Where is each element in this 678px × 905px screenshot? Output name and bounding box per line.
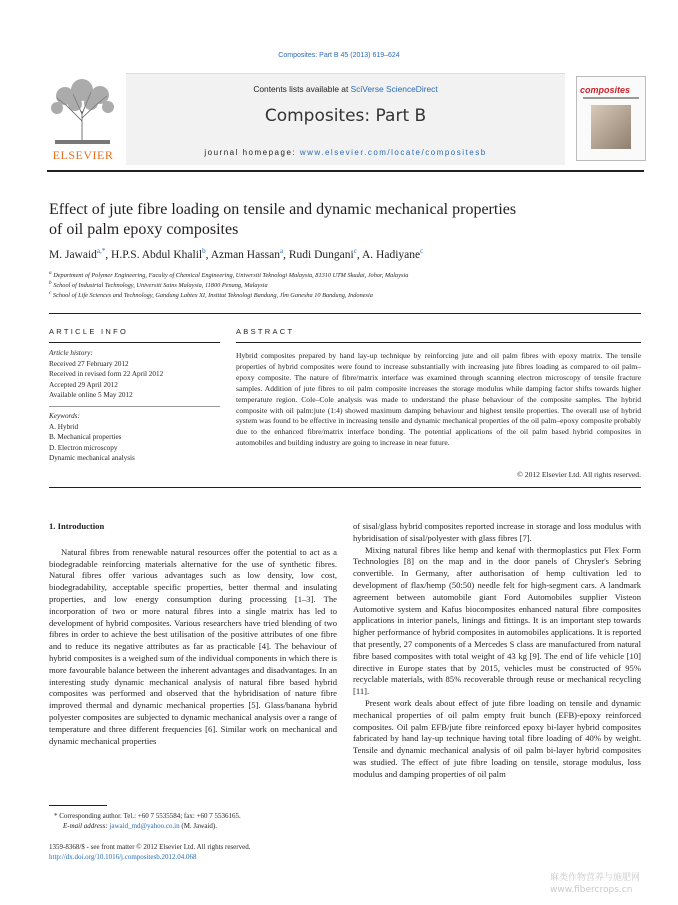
journal-reference[interactable]: Composites: Part B 45 (2013) 619–624 bbox=[278, 52, 400, 59]
keyword: Dynamic mechanical analysis bbox=[49, 454, 135, 462]
article-info-heading: ARTICLE INFO bbox=[49, 327, 129, 336]
history-item: Received in revised form 22 April 2012 bbox=[49, 370, 164, 378]
affil-sup: a bbox=[49, 270, 52, 276]
watermark-line-1: 麻类作物营养与施肥网 bbox=[550, 873, 641, 883]
contents-line bbox=[126, 84, 565, 94]
email-link[interactable]: jawaid_md@yahoo.co.in bbox=[109, 822, 180, 830]
footnote-rule bbox=[49, 805, 107, 806]
affil-text: School of Industrial Technology, Universiti Sains Malaysia, 11800 Penang, Malaysia bbox=[53, 282, 268, 290]
affiliation-rule bbox=[49, 313, 641, 314]
abstract-text: Hybrid composites prepared by hand lay-up technique by reinforcing jute and oil palm fibres with epoxy matrix. The tensile properties of hybrid composites were found to increase substantially with increasing jute fibres loading as compared to oil palm–epoxy composite. The nature of fibre/matrix interface was examined through scanning electron microscopy of tensile fracture samples. Addition of jute fibres to oil palm composite increases the storage modulus while damping factor shifts towards higher temperature region. Cole–Cole analysis was made to understand the phase behaviour of the composite samples. The hybrid composite with oil palm:jute (1:4) showed maximum damping behaviour and highest tensile properties. The overall use of hybrid system was found to be effective in increasing tensile and dynamic mechanical properties of the oil palm–epoxy composite probably due to the enhanced fibre/matrix interface bonding. The potential applications of the oil palm based hybrid composites in automobiles and building industry are going to increase in near future. bbox=[236, 351, 641, 448]
keyword: B. Mechanical properties bbox=[49, 433, 122, 441]
journal-homepage bbox=[126, 148, 565, 157]
keyword: A. Hybrid bbox=[49, 422, 79, 431]
author[interactable]: A. Hadiyane bbox=[361, 248, 421, 261]
affiliation bbox=[49, 280, 639, 289]
page-footer bbox=[49, 842, 369, 862]
left-column bbox=[49, 521, 337, 747]
intro-paragraph: Natural fibres from renewable natural resources offer the potential to act as a biodegradable reinforcing materials alternative for the use of synthetic fibres. Natural fibres offer various advantages such as low density, low cost, biodegradability, acceptable specific properties, better thermal and insulating properties, and low energy consumption during processing [1–3]. The incorporation of two or more natural fibres into a single matrix has led to development of hybrid composites. Various researchers have tried blending of two fibres in order to achieve the best utilisation of the positive attributes of one fibre and to reduce its negative attributes as far as practicable [4]. The behaviour of hybrid composites is a weighed sum of the individual components in which there is more favourable balance between the inherent advantages and disadvantages. In an interesting study dynamic mechanical analysis of natural fibre based hybrid composites was performed and observed that the hybridisation of nature fibre improved thermal and dynamic mechanical properties [5]. Glass/banana hybrid polyester composites are subjected to dynamic mechanical analysis over a range of temperature and three different frequencies [6]. Similar work on mechanical and dynamic mechanical properties bbox=[49, 546, 337, 746]
article-history bbox=[49, 348, 219, 401]
sciencedirect-link[interactable]: SciVerse ScienceDirect bbox=[350, 84, 438, 94]
history-item: Accepted 29 April 2012 bbox=[49, 380, 118, 389]
author[interactable]: M. Jawaid bbox=[49, 248, 97, 261]
keyword: D. Electron microscopy bbox=[49, 443, 118, 452]
homepage-link[interactable]: www.elsevier.com/locate/compositesb bbox=[299, 148, 487, 157]
abstract-bottom-rule bbox=[49, 487, 641, 488]
history-label: Article history: bbox=[49, 349, 93, 357]
email-label: E-mail address: bbox=[63, 822, 110, 830]
body-paragraph: of sisal/glass hybrid composites reported increase in storage and loss modulus with hybridisation of sisal/polyester with glass fibres [7]. bbox=[353, 521, 641, 543]
author-affil-sup[interactable]: b bbox=[202, 247, 206, 255]
email-suffix: (M. Jawaid). bbox=[179, 822, 217, 830]
author-affil-sup[interactable]: a bbox=[280, 247, 284, 255]
affil-text: Department of Polymer Engineering, Faculty of Chemical Engineering, Universiti Teknologi Malaysia, 81310 UTM Skudai, Johor, Malaysia bbox=[53, 272, 409, 280]
author-affil-sup[interactable]: c bbox=[420, 247, 424, 255]
affil-sup: b bbox=[49, 280, 52, 286]
author[interactable]: Azman Hassan bbox=[210, 248, 281, 261]
article-info-rule bbox=[49, 342, 220, 343]
keywords bbox=[49, 411, 219, 464]
section-heading-introduction: 1. Introduction bbox=[49, 521, 105, 531]
history-item: Received 27 February 2012 bbox=[49, 359, 129, 368]
journal-title: Composites: Part B bbox=[264, 106, 427, 126]
abstract-rule bbox=[236, 342, 641, 343]
site-watermark bbox=[550, 872, 640, 896]
header-rule bbox=[47, 170, 644, 172]
corresponding-author: * Corresponding author. Tel.: +60 7 5535584; fax: +60 7 5536165. bbox=[54, 812, 241, 820]
affil-text: School of Life Sciences and Technology, Gandung Labtex XI, Institut Teknologi Bandung, Jlm Ganesha 10 Bandung, Indonesia bbox=[52, 292, 373, 300]
affil-sup: c bbox=[49, 290, 52, 296]
author-affil-sup[interactable]: a,* bbox=[96, 247, 106, 255]
right-column bbox=[353, 521, 641, 781]
doi-link[interactable]: http://dx.doi.org/10.1016/j.compositesb.2012.04.068 bbox=[49, 853, 197, 861]
article-title bbox=[49, 200, 609, 240]
author[interactable]: H.P.S. Abdul Khalil bbox=[111, 248, 203, 261]
keywords-rule bbox=[49, 406, 220, 407]
author-list: M. Jawaid$^{a,*}$, H.P.S. Abdul Khalil$^b$, Azman Hassan$^a$, Rudi Dungani$^c$, A. Hadiyane$^c$ bbox=[49, 247, 424, 261]
cover-image bbox=[591, 105, 631, 149]
abstract-copyright: © 2012 Elsevier Ltd. All rights reserved. bbox=[517, 470, 641, 479]
body-paragraph: Mixing natural fibres like hemp and kenaf with thermoplastics put Flex Form Technologies [8] on the map and in the door panels of Chrysler's Sebring convertible. In Germany, after authorisation of hemp cultivation led to development of flax/hemp (50:50) needle felt for high-segment cars. A landmark agreement between automobile giant Ford Automobiles supplier Visteon Automotive system and Kafus biocomposites enhanced natural fibre composites applications in interior panels, linings and fittings. It is an important step towards higher performance of hybrid composites in automobiles applications. It is reported that presently, 27 components of a Mercedes S class are manufactured from natural fibre based composites with total weight of 43 kg [9]. The end of life vehicle [10] directive in Europe states that by 2015, vehicles must be constructed of 95% recyclable materials, with 85% recoverable through reuse or mechanical recycling [11]. bbox=[353, 544, 641, 697]
author-affil-sup[interactable]: c bbox=[353, 247, 357, 255]
watermark-line-2: www.fibercrops.cn bbox=[550, 885, 633, 895]
history-item: Available online 5 May 2012 bbox=[49, 391, 133, 399]
cover-rule bbox=[583, 97, 639, 99]
affiliation bbox=[49, 290, 639, 299]
article-title-line-2: of oil palm epoxy composites bbox=[49, 221, 239, 238]
affiliation bbox=[49, 270, 639, 279]
cover-title: composites bbox=[580, 85, 631, 95]
article-title-line-1: Effect of jute fibre loading on tensile and dynamic mechanical properties bbox=[49, 201, 517, 218]
author[interactable]: Rudi Dungani bbox=[288, 248, 354, 261]
elsevier-wordmark: ELSEVIER bbox=[52, 148, 114, 162]
homepage-prefix: journal homepage: bbox=[204, 148, 300, 157]
footnote bbox=[54, 811, 339, 831]
issn-line: 1359-8368/$ - see front matter © 2012 Elsevier Ltd. All rights reserved. bbox=[49, 843, 251, 851]
keywords-label: Keywords: bbox=[49, 412, 80, 420]
journal-cover-thumbnail bbox=[576, 76, 646, 161]
body-paragraph: Present work deals about effect of jute fibre loading on tensile and dynamic mechanical properties of oil palm empty fruit bunch (EFB)-epoxy reinforced composites. Oil palm EFB/jute fibre reinforced epoxy bi-layer hybrid composites fabricated by hand lay-up technique having total fibre loading of 40% by weight. Tensile and dynamic mechanical analysis of oil palm bi-layer hybrid composites was studied. The effect of jute fibre loading on tensile, storage modulus, loss modulus and damping properties of oil palm bbox=[353, 697, 641, 779]
abstract-heading: ABSTRACT bbox=[236, 327, 295, 336]
contents-prefix: Contents lists available at bbox=[253, 84, 351, 94]
